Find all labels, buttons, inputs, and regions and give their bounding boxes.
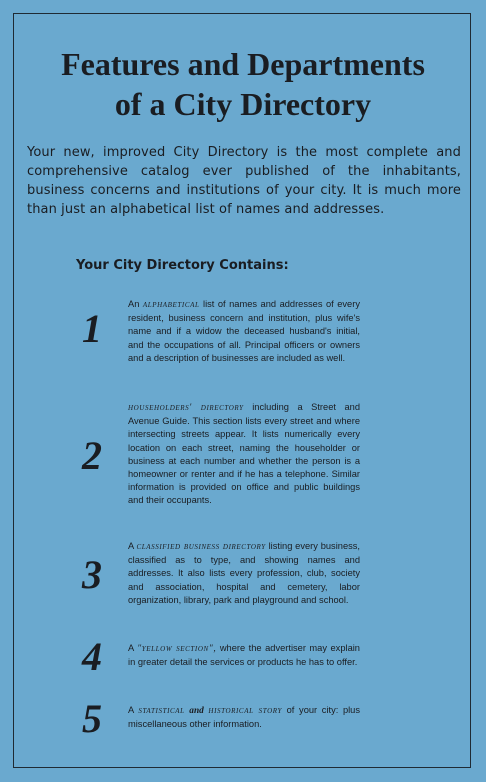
feature-prefix: A (128, 643, 134, 653)
feature-heading: "yellow section", (137, 644, 217, 654)
title-line-1: Features and Departments (61, 46, 425, 82)
feature-description (128, 642, 360, 669)
feature-text: where the advertiser may explain in greater detail the services or products he has to offer. (128, 643, 360, 668)
feature-description (128, 540, 360, 607)
feature-number: 1 (82, 306, 102, 351)
feature-number: 3 (82, 552, 102, 597)
feature-description (128, 298, 360, 365)
feature-prefix: An (128, 299, 140, 309)
feature-heading: alphabetical (142, 300, 200, 310)
feature-prefix: A (128, 705, 134, 715)
page-title (0, 44, 486, 124)
feature-description (128, 401, 360, 508)
feature-text: listing every business, classified as to type, and showing names and addresses. It also lists every profession, club, society and association, hospital and cemetery, labor organization, library, park and playground and school. (128, 541, 360, 605)
title-line-2: of a City Directory (114, 86, 372, 122)
feature-number: 5 (82, 696, 102, 741)
feature-heading: statistical (138, 706, 185, 716)
feature-text: of your city: plus miscellaneous other information. (128, 705, 360, 730)
feature-description (128, 704, 360, 731)
feature-heading-2: historical story (208, 706, 282, 716)
intro-paragraph: Your new, improved City Directory is the most complete and comprehensive catalog ever published of the inhabitants, business concerns and institutions of your city. It is much more than just an alphabetical list of names and addresses. (27, 145, 461, 217)
feature-heading: classified business directory (136, 542, 266, 552)
feature-joiner: and (189, 706, 204, 716)
feature-prefix: A (128, 541, 134, 551)
feature-heading: householders' directory (128, 403, 244, 413)
feature-text: list of names and addresses of every resident, business concern and institution, plus wife's name and if a widow the deceased husband's initial, and the occupations of all. Principal officers or owners and a description of businesses are included as well. (128, 299, 360, 363)
contents-subheading: Your City Directory Contains: (76, 258, 289, 273)
feature-text: including a Street and Avenue Guide. This section lists every street and where intersecting streets appear. It lists numerically every location on each street, naming the householder or business at each number and whether the person is a homeowner or renter and if he has a telephone. Similar information is provided on office and public buildings and their occupants. (128, 402, 360, 506)
feature-number: 2 (82, 433, 102, 478)
feature-number: 4 (82, 634, 102, 679)
